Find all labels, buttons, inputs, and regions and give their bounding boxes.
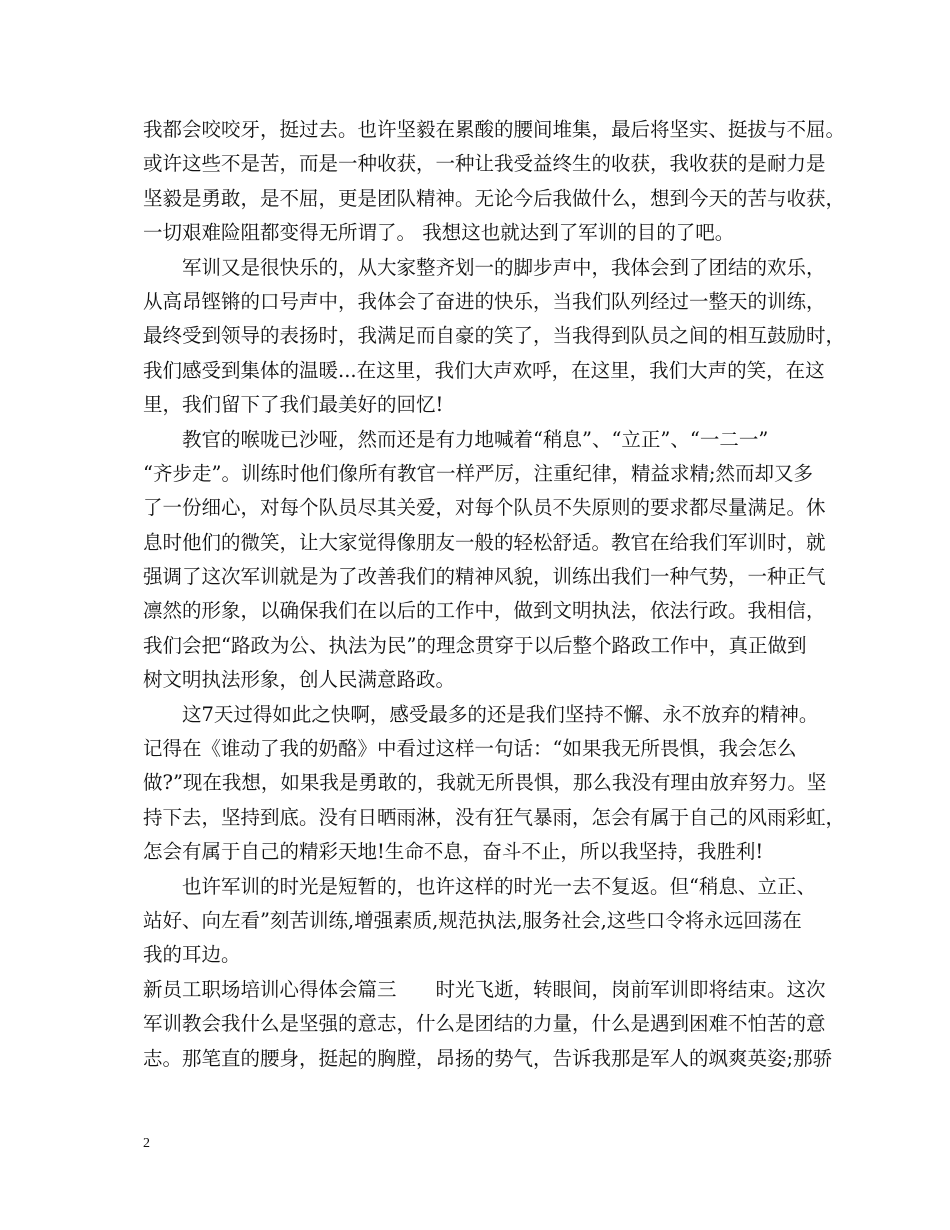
text-line: 持下去，坚持到底。没有日晒雨淋，没有狂气暴雨，怎会有属于自己的风雨彩虹，	[143, 805, 846, 829]
text-line: 做?”现在我想，如果我是勇敢的，我就无所畏惧，那么我没有理由放弃努力。坚	[143, 771, 827, 795]
text-line: 最终受到领导的表扬时，我满足而自豪的笑了，当我得到队员之间的相互鼓励时，	[143, 324, 846, 348]
text-line: 记得在《谁动了我的奶酪》中看过这样一句话：“如果我无所畏惧，我会怎么	[143, 737, 797, 761]
text-line: 我都会咬咬牙，挺过去。也许坚毅在累酸的腰间堆集，最后将坚实、挺拔与不屈。	[143, 118, 846, 141]
text-line: 坚毅是勇敢，是不屈，更是团队精神。无论今后我做什么，想到今天的苦与收获，	[143, 186, 846, 210]
text-line: 凛然的形象，以确保我们在以后的工作中，做到文明执法，依法行政。我相信，	[143, 599, 826, 623]
text-line: 这7天过得如此之快啊，感受最多的还是我们坚持不懈、永不放弃的精神。	[143, 702, 819, 726]
text-line: 志。那笔直的腰身，挺起的胸膛，昂扬的势气，告诉我那是军人的飒爽英姿;那骄	[143, 1046, 833, 1070]
text-line: 里，我们留下了我们最美好的回忆!	[143, 393, 444, 417]
text-line: 树文明执法形象，创人民满意路政。	[143, 668, 456, 692]
text-line: 息时他们的微笑，让大家觉得像朋友一般的轻松舒适。教官在给我们军训时，就	[143, 530, 826, 554]
body-text	[143, 113, 846, 1076]
text-line: 新员工职场培训心得体会篇三 时光飞逝，转眼间，岗前军训即将结束。这次	[143, 977, 826, 1001]
text-line: 军训教会我什么是坚强的意志，什么是团结的力量，什么是遇到困难不怕苦的意	[143, 1012, 826, 1036]
text-line: 我们会把“路政为公、执法为民”的理念贯穿于以后整个路政工作中，真正做到	[143, 633, 807, 657]
text-line: 我们感受到集体的温暖...在这里，我们大声欢呼，在这里，我们大声的笑，在这	[143, 358, 825, 382]
text-line: 军训又是很快乐的，从大家整齐划一的脚步声中，我体会到了团结的欢乐，	[143, 255, 826, 279]
text-line: 或许这些不是苦，而是一种收获，一种让我受益终生的收获，我收获的是耐力是	[143, 152, 826, 176]
page-number: 2	[143, 1136, 150, 1151]
text-line: 也许军训的时光是短暂的，也许这样的时光一去不复返。但“稍息、立正、	[143, 874, 816, 898]
text-line: 我的耳边。	[143, 943, 241, 967]
text-line: 了一份细心，对每个队员尽其关爱，对每个队员不失原则的要求都尽量满足。休	[143, 496, 826, 520]
text-line: 怎会有属于自己的精彩天地!生命不息，奋斗不止，所以我坚持，我胜利!	[143, 840, 764, 864]
text-line: 从高昂铿锵的口号声中，我体会了奋进的快乐，当我们队列经过一整天的训练，	[143, 289, 826, 313]
text-line: 一切艰难险阻都变得无所谓了。 我想这也就达到了军训的目的了吧。	[143, 221, 735, 245]
text-line: 站好、向左看”刻苦训练,增强素质,规范执法,服务社会,这些口令将永远回荡在	[143, 908, 802, 932]
text-line: 教官的喉咙已沙哑，然而还是有力地喊着“稍息”、“立正”、“一二一”	[143, 427, 769, 451]
text-line: 强调了这次军训就是为了改善我们的精神风貌，训练出我们一种气势，一种正气	[143, 565, 826, 589]
text-line: “齐步走”。训练时他们像所有教官一样严厉，注重纪律，精益求精;然而却又多	[143, 461, 814, 485]
